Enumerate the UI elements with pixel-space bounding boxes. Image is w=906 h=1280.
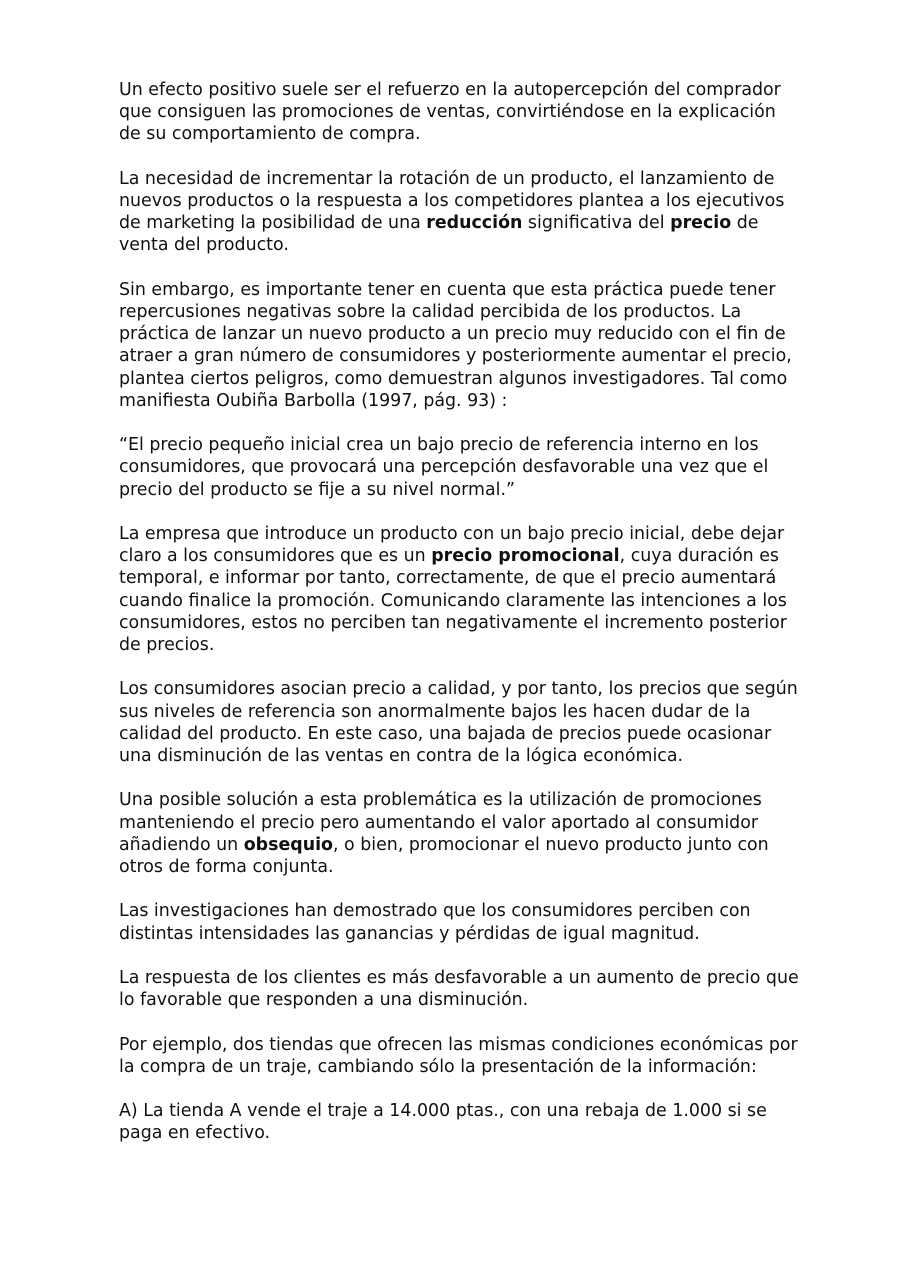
paragraph <box>119 900 799 944</box>
paragraph <box>119 523 799 656</box>
paragraph <box>119 79 799 146</box>
paragraph-text: Sin embargo, es importante tener en cuenta que esta práctica puede tener repercusiones negativas sobre la calidad percibida de los productos. La práctica de lanzar un nuevo producto a un precio muy reducido con el fin de atraer a gran número de consumidores y posteriormente aumentar el precio, plantea ciertos peligros, como demuestran algunos investigadores. Tal como manifiesta Oubiña Barbolla (1997, pág. 93) : <box>119 279 792 411</box>
paragraph-text: Por ejemplo, dos tiendas que ofrecen las mismas condiciones económicas por la compra de un traje, cambiando sólo la presentación de la información: <box>119 1034 798 1077</box>
paragraph-text: Los consumidores asocian precio a calidad, y por tanto, los precios que según sus niveles de referencia son anormalmente bajos les hacen dudar de la calidad del producto. En este caso, una bajada de precios puede ocasionar una disminución de las ventas en contra de la lógica económica. <box>119 679 798 767</box>
bold-term: precio promocional <box>431 546 620 567</box>
paragraph-text: Una posible solución a esta problemática es la utilización de promociones manteniendo el precio pero aumentando el valor aportado al consumidor añadiendo un <box>119 790 762 855</box>
paragraph-text: Un efecto positivo suele ser el refuerzo en la autopercepción del comprador que consiguen las promociones de ventas, convirtiéndose en la explicación de su comportamiento de compra. <box>119 80 781 145</box>
paragraph <box>119 1100 799 1144</box>
document-page <box>119 79 799 1167</box>
paragraph-text: A) La tienda A vende el traje a 14.000 ptas., con una rebaja de 1.000 si se paga en efectivo. <box>119 1101 767 1144</box>
paragraph-text: de venta del producto. <box>119 213 759 256</box>
paragraph-text: “El precio pequeño inicial crea un bajo precio de referencia interno en los consumidores, que provocará una percepción desfavorable una vez que el precio del producto se fije a su nivel normal.” <box>119 435 769 500</box>
bold-term: obsequio <box>243 834 333 855</box>
paragraph-text: , cuya duración es temporal, e informar por tanto, correctamente, de que el precio aumentará cuando finalice la promoción. Comunicando claramente las intenciones a los consumidores, estos no perciben tan negativamente el incremento posterior de precios. <box>119 546 787 656</box>
quote-paragraph <box>119 434 799 501</box>
paragraph <box>119 279 799 412</box>
paragraph-text: La necesidad de incrementar la rotación de un producto, el lanzamiento de nuevos productos o la respuesta a los competidores plantea a los ejecutivos de marketing la posibilidad de una <box>119 168 785 234</box>
paragraph <box>119 678 799 767</box>
paragraph-text: La empresa que introduce un producto con un bajo precio inicial, debe dejar claro a los consumidores que es un <box>119 524 785 567</box>
paragraph-text: significativa del <box>522 213 671 234</box>
paragraph-text: , o bien, promocionar el nuevo producto junto con otros de forma conjunta. <box>119 834 769 878</box>
paragraph-text: Las investigaciones han demostrado que los consumidores perciben con distintas intensidades las ganancias y pérdidas de igual magnitud. <box>119 901 751 944</box>
paragraph <box>119 967 799 1011</box>
paragraph <box>119 1034 799 1078</box>
paragraph <box>119 789 799 878</box>
paragraph-text: La respuesta de los clientes es más desfavorable a un aumento de precio que lo favorable que responden a una disminución. <box>119 968 799 1011</box>
paragraph <box>119 168 799 257</box>
bold-term: precio <box>670 213 732 234</box>
bold-term: reducción <box>426 213 523 234</box>
